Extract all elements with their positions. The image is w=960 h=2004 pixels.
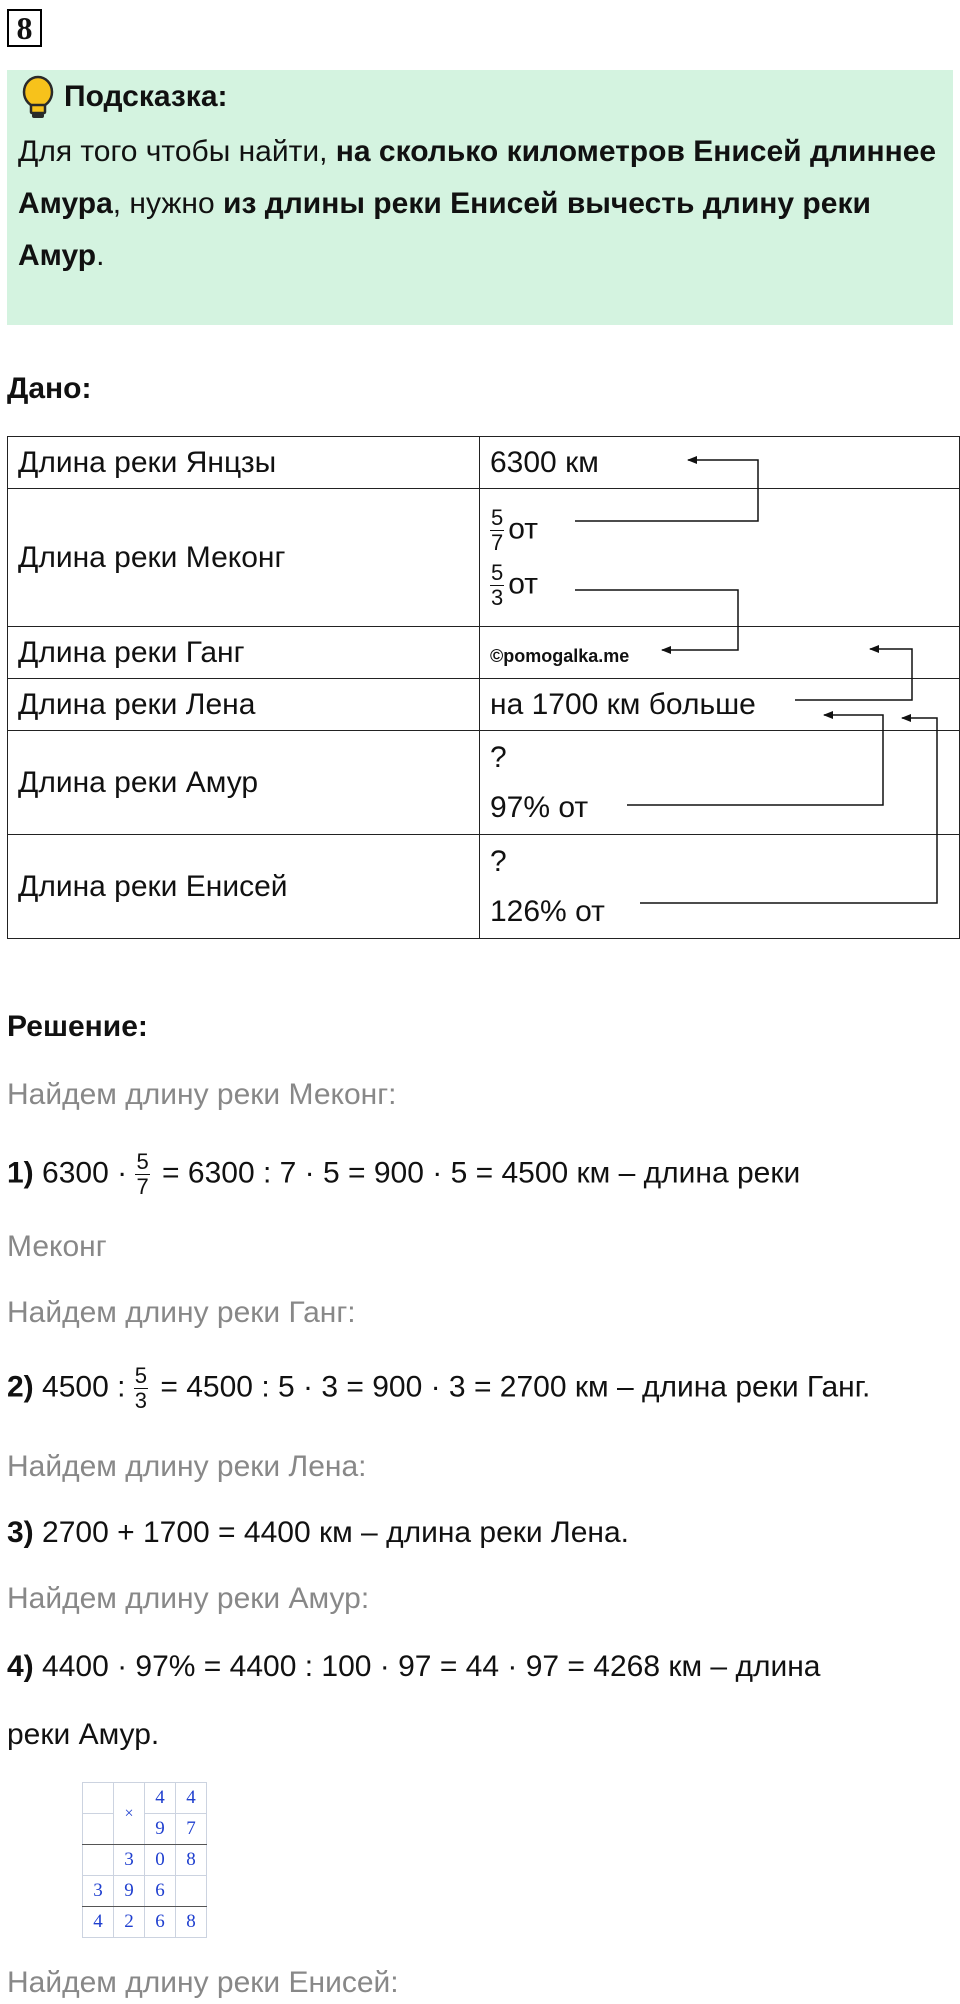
calc-cell: 0 [145, 1845, 176, 1876]
step-heading: Найдем длину реки Лена: [7, 1450, 367, 1483]
fraction: $\frac{5}{7}$ [136, 1149, 149, 1199]
step-heading: Найдем длину реки Амур: [7, 1582, 370, 1615]
row-label: Длина реки Ганг [8, 627, 480, 679]
row-label: Длина реки Амур [8, 731, 480, 835]
step-heading: Найдем длину реки Енисей: [7, 1966, 399, 1999]
hint-title: Подсказка: [64, 80, 228, 113]
arrow-amur-to-lena [627, 715, 883, 805]
calc-cell [83, 1814, 114, 1845]
fraction: $\frac{5}{3}$ [134, 1363, 148, 1413]
calc-cell [83, 1845, 114, 1876]
step-line: 3) 2700 + 1700 = 4400 км – длина реки Лена. [7, 1516, 629, 1549]
calc-cell: 7 [176, 1814, 207, 1845]
task-number: 8 [7, 9, 42, 47]
calc-row [83, 1876, 207, 1907]
calc-cell: 8 [176, 1845, 207, 1876]
calc-cell: 4 [83, 1907, 114, 1938]
arrow-yenisei-to-lena [640, 718, 937, 903]
step-continuation: реки Амур. [7, 1718, 160, 1751]
row-label: Длина реки Лена [8, 679, 480, 731]
arrow-gang-to-mekong [575, 590, 738, 650]
row-label: Длина реки Меконг [8, 489, 480, 627]
given-heading: Дано: [7, 372, 92, 405]
calc-cell: 3 [114, 1845, 145, 1876]
arrow-lena-to-gang [795, 649, 912, 700]
row-label: Длина реки Янцзы [8, 437, 480, 489]
solution-heading: Решение: [7, 1010, 148, 1043]
calc-cell [83, 1783, 114, 1814]
calc-cell: 9 [145, 1814, 176, 1845]
row-value: 6300 км [480, 437, 960, 489]
row-value: ? 97% от [480, 731, 960, 835]
calc-row [83, 1907, 207, 1938]
multiply-sign: × [114, 1783, 145, 1845]
column-multiplication [82, 1782, 207, 1938]
row-value: на 1700 км больше [480, 679, 960, 731]
calc-cell: 9 [114, 1876, 145, 1907]
hint-text: Для того чтобы найти, на сколько километров Енисей длиннее Амура, нужно из длины реки Енисей вычесть длину реки Амур. [18, 135, 937, 272]
calc-row [83, 1845, 207, 1876]
row-value: ? 126% от [480, 835, 960, 939]
reference-arrows [0, 0, 960, 960]
calc-row [83, 1783, 207, 1814]
step-line: 4) 4400 · 97% = 4400 : 100 · 97 = 44 · 97 = 4268 км – длина [7, 1650, 821, 1683]
fraction: $\frac{5}{7}$ [491, 504, 504, 555]
step-heading: Найдем длину реки Ганг: [7, 1296, 356, 1329]
calc-cell [176, 1876, 207, 1907]
row-label: Длина реки Енисей [8, 835, 480, 939]
calc-cell: 2 [114, 1907, 145, 1938]
calc-cell: 6 [145, 1907, 176, 1938]
calc-cell: 3 [83, 1876, 114, 1907]
step-continuation: Меконг [7, 1230, 107, 1263]
step-heading: Найдем длину реки Меконг: [7, 1078, 397, 1111]
watermark: ©pomogalka.me [490, 645, 630, 666]
calc-cell: 8 [176, 1907, 207, 1938]
calc-row [83, 1814, 207, 1845]
arrow-mekong-to-yangtze [575, 460, 758, 521]
step-line: 1) 6300 · $\frac{5}{7}$ = 6300 : 7 · 5 = 900 · 5 = 4500 км – длина реки [7, 1149, 801, 1199]
step-line: 2) 4500 : $\frac{5}{3}$ = 4500 : 5 · 3 = 900 · 3 = 2700 км – длина реки Ганг. [7, 1363, 871, 1413]
calc-cell: 6 [145, 1876, 176, 1907]
calc-cell: 4 [145, 1783, 176, 1814]
fraction: $\frac{5}{3}$ [491, 559, 504, 610]
row-value: $\frac{5}{7}$ от $\frac{5}{3}$ от [480, 489, 960, 627]
calc-cell: 4 [176, 1783, 207, 1814]
